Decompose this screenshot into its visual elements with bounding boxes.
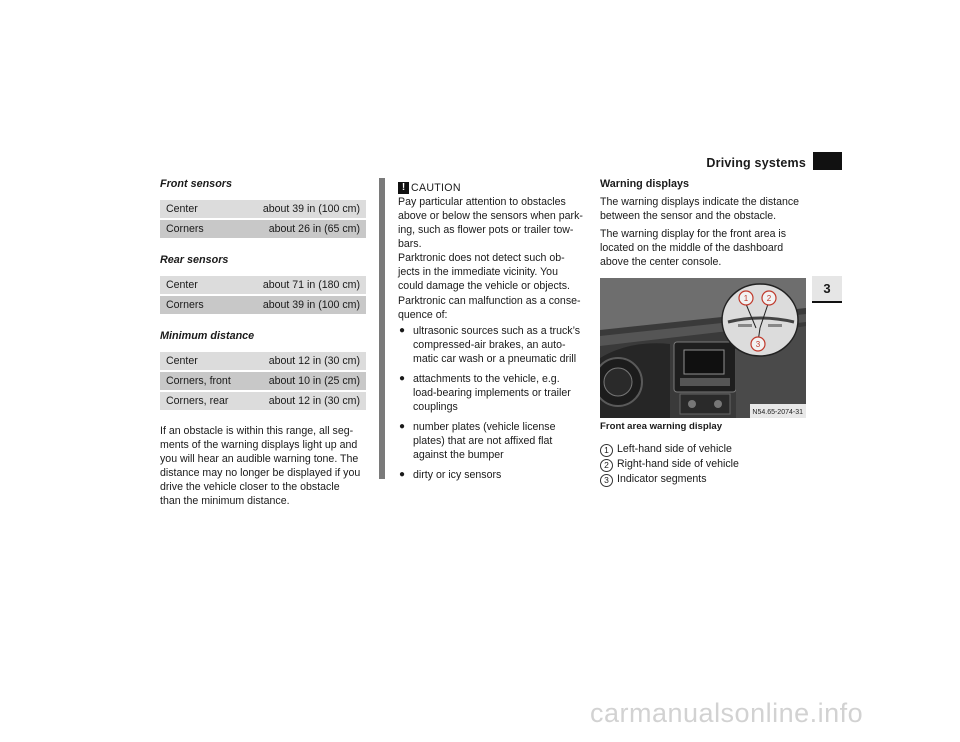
minimum-distance-table — [160, 352, 366, 412]
row-label: Corners — [160, 220, 252, 240]
table-row — [160, 352, 366, 372]
legend-number: 2 — [600, 459, 613, 472]
list-item — [398, 420, 592, 462]
legend-text: Left-hand side of vehicle — [617, 443, 732, 455]
row-value: about 26 in (65 cm) — [252, 220, 366, 240]
front-sensors-title: Front sensors — [160, 178, 232, 190]
list-item — [398, 468, 592, 482]
row-label: Corners — [160, 296, 252, 316]
text-line: Parktronic does not detect such ob- — [398, 252, 565, 264]
rear-sensors-table — [160, 276, 366, 316]
chapter-tab: 3 — [812, 276, 842, 302]
front-sensors-table — [160, 200, 366, 240]
text-line: above the center console. — [600, 256, 722, 268]
text-line: The warning display for the front area is — [600, 228, 787, 240]
svg-text:3: 3 — [755, 340, 761, 349]
row-label: Corners, front — [160, 372, 252, 392]
svg-text:1: 1 — [743, 294, 749, 303]
row-label: Center — [160, 352, 252, 372]
text-line: compressed-air brakes, an auto- — [413, 339, 566, 351]
row-value: about 10 in (25 cm) — [252, 372, 366, 392]
text-line: ments of the warning displays light up and — [160, 439, 358, 451]
text-line: load-bearing implements or trailer — [413, 387, 571, 399]
legend-item — [600, 457, 820, 472]
table-row — [160, 276, 366, 296]
table-row — [160, 200, 366, 220]
text-line: drive the vehicle closer to the obstacle — [160, 481, 340, 493]
text-line: bars. — [398, 238, 422, 250]
table-row — [160, 296, 366, 316]
text-line: number plates (vehicle license — [413, 421, 556, 433]
rear-sensors-title: Rear sensors — [160, 254, 229, 266]
legend-text: Indicator segments — [617, 473, 707, 485]
text-line: against the bumper — [413, 449, 504, 461]
legend-number: 3 — [600, 474, 613, 487]
text-line: located on the middle of the dashboard — [600, 242, 784, 254]
figure-code: N54.65-2074-31 — [752, 409, 803, 416]
obstacle-paragraph — [160, 424, 370, 508]
figure-caption: Front area warning display — [600, 421, 723, 432]
dashboard-figure — [600, 278, 806, 418]
row-value: about 12 in (30 cm) — [252, 392, 366, 412]
bullet-icon: ● — [399, 325, 406, 336]
page-header-title: Driving systems — [706, 156, 806, 170]
row-value: about 12 in (30 cm) — [252, 352, 366, 372]
row-value: about 39 in (100 cm) — [252, 200, 366, 220]
legend-item — [600, 472, 820, 487]
legend-number: 1 — [600, 444, 613, 457]
row-label: Corners, rear — [160, 392, 252, 412]
text-line: plates) that are not affixed flat — [413, 435, 553, 447]
text-line: could damage the vehicle or objects. — [398, 280, 570, 292]
dashboard-illustration — [600, 278, 806, 418]
list-item — [398, 324, 592, 366]
table-row — [160, 372, 366, 392]
text-line: dirty or icy sensors — [413, 469, 502, 481]
watermark: carmanualsonline.info — [590, 698, 864, 728]
table-row — [160, 220, 366, 240]
row-label: Center — [160, 200, 252, 220]
warning-displays-paragraph-2 — [600, 227, 815, 269]
row-value: about 71 in (180 cm) — [252, 276, 366, 296]
text-line: couplings — [413, 401, 458, 413]
chapter-tab-underline — [812, 301, 842, 303]
text-line: jects in the immediate vicinity. You — [398, 266, 558, 278]
bullet-icon: ● — [399, 469, 406, 480]
text-line: you will hear an audible warning tone. The — [160, 453, 359, 465]
table-row — [160, 392, 366, 412]
caution-paragraph-2 — [398, 294, 594, 322]
bullet-icon: ● — [399, 421, 406, 432]
text-line: ing, such as flower pots or trailer tow- — [398, 224, 574, 236]
text-line: If an obstacle is within this range, all seg- — [160, 425, 354, 437]
caution-paragraph-1 — [398, 195, 594, 293]
text-line: The warning displays indicate the distance — [600, 196, 800, 208]
malfunction-causes-list — [398, 324, 592, 488]
text-line: Parktronic can malfunction as a conse- — [398, 295, 581, 307]
text-line: ultrasonic sources such as a truck’s — [413, 325, 581, 337]
svg-text:2: 2 — [766, 294, 772, 303]
legend-item — [600, 442, 820, 457]
row-value: about 39 in (100 cm) — [252, 296, 366, 316]
legend-text: Right-hand side of vehicle — [617, 458, 739, 470]
warning-icon: ! — [398, 182, 409, 194]
text-line: than the minimum distance. — [160, 495, 290, 507]
text-line: Pay particular attention to obstacles — [398, 196, 566, 208]
row-label: Center — [160, 276, 252, 296]
minimum-distance-title: Minimum distance — [160, 330, 255, 342]
text-line: quence of: — [398, 309, 448, 321]
warning-displays-heading: Warning displays — [600, 178, 689, 190]
text-line: distance may no longer be displayed if you — [160, 467, 361, 479]
warning-displays-paragraph-1 — [600, 195, 815, 223]
list-item — [398, 372, 592, 414]
caution-side-rule — [379, 178, 385, 479]
text-line: above or below the sensors when park- — [398, 210, 583, 222]
bullet-icon: ● — [399, 373, 406, 384]
text-line: between the sensor and the obstacle. — [600, 210, 777, 222]
text-line: attachments to the vehicle, e.g. — [413, 373, 560, 385]
text-line: matic car wash or a pneumatic drill — [413, 353, 577, 365]
caution-label: CAUTION — [411, 182, 461, 194]
header-black-tab — [813, 152, 842, 170]
